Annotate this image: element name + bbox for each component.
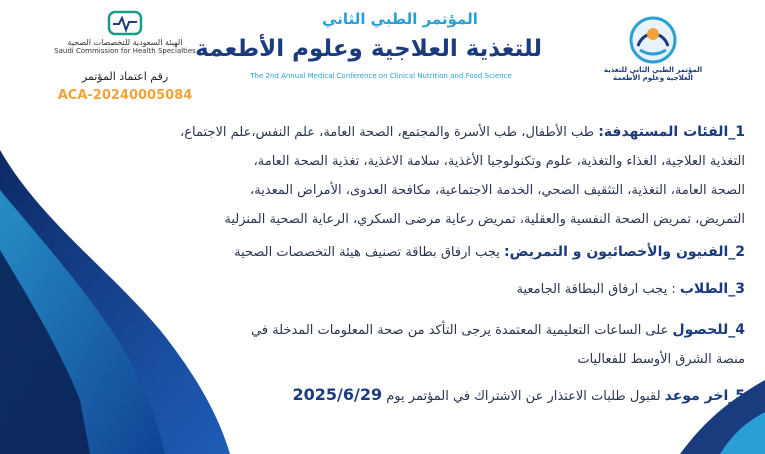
item-number: 3_ [728,281,745,297]
item-line: منصة الشرق الأوسط للفعاليات [577,352,745,367]
scfhs-name-ar: الهيئة السعودية للتخصصات الصحية [67,38,183,47]
item-key: الفئات المستهدفة: [598,124,729,140]
item-text: على الساعات التعليمية المعتمدة يرجى التأكد من صحة المعلومات المدخلة في [250,323,673,338]
item-deadline [135,380,745,411]
item-line: الصحة العامة، التغذية، التثقيف الصحي، الخدمة الاجتماعية، مكافحة العدوى، الأمراض المعدية، [250,183,745,198]
content-list [135,118,745,411]
item-students [135,275,745,304]
item-key: للحصول [672,322,729,338]
deadline-date: 2025/6/29 [292,385,383,404]
item-line: التمريض، تمريض الصحة النفسية والعقلية، تمريض رعاية مرضى السكري، الرعاية الصحية المنزلية [224,212,745,227]
item-target-groups [135,118,745,234]
item-number: 1_ [728,124,745,140]
logo-caption: المؤتمر الطبي الثاني للتغذية العلاجية وعلوم الأطعمة [603,66,703,82]
conference-logo [598,10,708,90]
conference-title-english: The 2nd Annual Medical Conference on Clinical Nutrition and Food Science [250,72,512,80]
item-credit-hours [135,316,745,374]
accreditation-code: ACA-20240005084 [57,88,193,103]
conference-title-main: للتغذية العلاجية وعلوم الأطعمة [195,36,542,62]
item-number: 5_ [728,388,745,404]
item-text: يجب ارفاق بطاقة تصنيف هيئة التخصصات الصحية [234,245,505,260]
item-text: لقبول طلبات الاعتذار عن الاشتراك في المؤتمر يوم [382,389,665,404]
item-line: التغذية العلاجية، الغذاء والتغذية، علوم وتكنولوجيا الأغذية، سلامة الاغذية، تغذية الصحة العامة، [253,154,745,169]
item-technicians [135,238,745,267]
scfhs-logo-block [50,10,200,55]
item-number: 4_ [728,322,745,338]
item-text: : يجب ارفاق البطاقة الجامعية [516,282,680,297]
item-line: طب الأطفال، طب الأسرة والمجتمع، الصحة العامة، علم النفس،علم الاجتماع، [180,125,599,140]
item-key: الفنيون والأخصائيون و التمريض: [504,244,729,260]
accreditation-label: رقم اعتماد المؤتمر [81,70,169,83]
scfhs-name-en: Saudi Commission for Health Specialties [54,47,196,55]
scfhs-logo [105,10,145,36]
conference-title-top: المؤتمر الطبي الثاني [322,10,478,28]
item-key: اخر موعد [664,388,729,404]
item-key: الطلاب [679,281,729,297]
item-number: 2_ [728,244,745,260]
